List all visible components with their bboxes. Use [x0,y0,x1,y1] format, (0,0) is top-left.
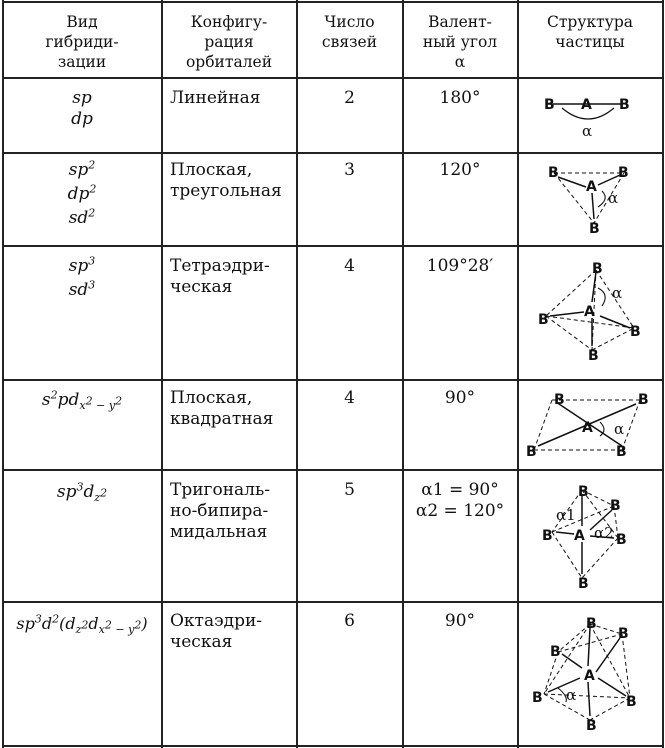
grid-line [296,0,298,748]
angle-row-3: 109°28′ [426,256,494,276]
svg-text:B: B [616,532,627,548]
svg-text:B: B [578,484,589,500]
svg-text:A: A [574,528,585,544]
trigonal-structure-diagram [518,153,662,245]
grid-line [662,0,664,748]
svg-text:B: B [544,97,555,113]
config-row-1: Линейная [170,88,261,108]
octahedral-structure-diagram [518,602,662,745]
svg-text:A: A [581,97,592,113]
hybrid-type-sp2: $sp^2$ $dp^2$ $sd^2$ [67,158,97,228]
svg-text:α2: α2 [594,524,614,542]
angle-row-2: 120° [439,160,481,180]
trigonal-bipyramidal-structure-diagram [518,470,662,601]
svg-text:α: α [612,284,623,302]
svg-text:B: B [610,498,621,514]
grid-line [402,0,404,748]
config-row-6: Октаэдри- ческая [170,611,263,652]
bonds-row-4: 4 [344,388,355,408]
linear-structure-diagram [518,78,662,152]
config-row-2: Плоская, треугольная [170,160,282,201]
grid-line [2,1,663,3]
header-bond-angle: Валент- ный угол α [422,13,498,71]
config-row-4: Плоская, квадратная [170,388,274,429]
bonds-row-3: 4 [344,256,355,276]
tetrahedral-structure-diagram [518,246,662,379]
svg-text:B: B [550,644,561,660]
svg-text:B: B [638,392,649,408]
svg-text:A: A [584,304,595,320]
bonds-row-6: 6 [344,611,355,631]
svg-text:α: α [582,122,593,140]
svg-text:B: B [592,261,603,277]
svg-text:B: B [589,221,600,237]
svg-text:B: B [616,444,627,460]
svg-text:α: α [614,420,625,438]
svg-text:B: B [619,97,630,113]
header-hybridization: Вид гибриди- зации [45,13,119,71]
config-row-3: Тетраэдри- ческая [170,256,270,297]
svg-text:B: B [542,528,553,544]
svg-text:B: B [548,165,559,181]
svg-text:α1: α1 [556,506,576,524]
svg-text:B: B [626,694,637,710]
svg-text:α: α [566,686,577,704]
hybrid-type-sp3d2: $sp^3d^2(d_{z^2}d_{x^2 - y^2})$ [16,612,148,637]
header-configuration: Конфигу- рация орбиталей [185,13,273,71]
bonds-row-2: 3 [344,160,355,180]
hybrid-type-sp3d: $sp^3d_{z^2}$ [56,480,108,505]
svg-text:B: B [630,324,641,340]
svg-text:A: A [584,668,595,684]
svg-text:A: A [586,179,597,195]
grid-line [2,745,663,747]
header-structure: Структура частицы [546,13,634,51]
angle-row-1: 180° [439,88,481,108]
angle-row-6: 90° [444,611,476,631]
svg-text:B: B [588,348,599,364]
svg-text:B: B [578,576,589,592]
svg-text:α: α [608,189,619,207]
grid-line [161,0,163,748]
angle-row-5: α1 = 90° α2 = 120° [415,480,505,521]
svg-text:A: A [582,420,593,436]
svg-text:B: B [586,616,597,632]
hybrid-type-sp: sp dp [71,88,93,129]
hybrid-type-s2pd: $s^2pd_{x^2 - y^2}$ [41,388,123,413]
header-bond-count: Число связей [321,13,378,51]
bonds-row-5: 5 [344,480,355,500]
square-planar-structure-diagram [518,380,662,469]
svg-text:B: B [526,444,537,460]
angle-row-4: 90° [444,388,476,408]
svg-text:B: B [618,626,629,642]
config-row-5: Тригональ- но-бипира- мидальная [170,480,270,542]
svg-text:B: B [586,718,597,734]
hybrid-type-sp3: $sp^3$ $sd^3$ [68,254,96,300]
svg-text:B: B [554,392,565,408]
svg-text:B: B [618,165,629,181]
bonds-row-1: 2 [344,88,355,108]
svg-text:B: B [532,690,543,706]
svg-text:B: B [538,312,549,328]
